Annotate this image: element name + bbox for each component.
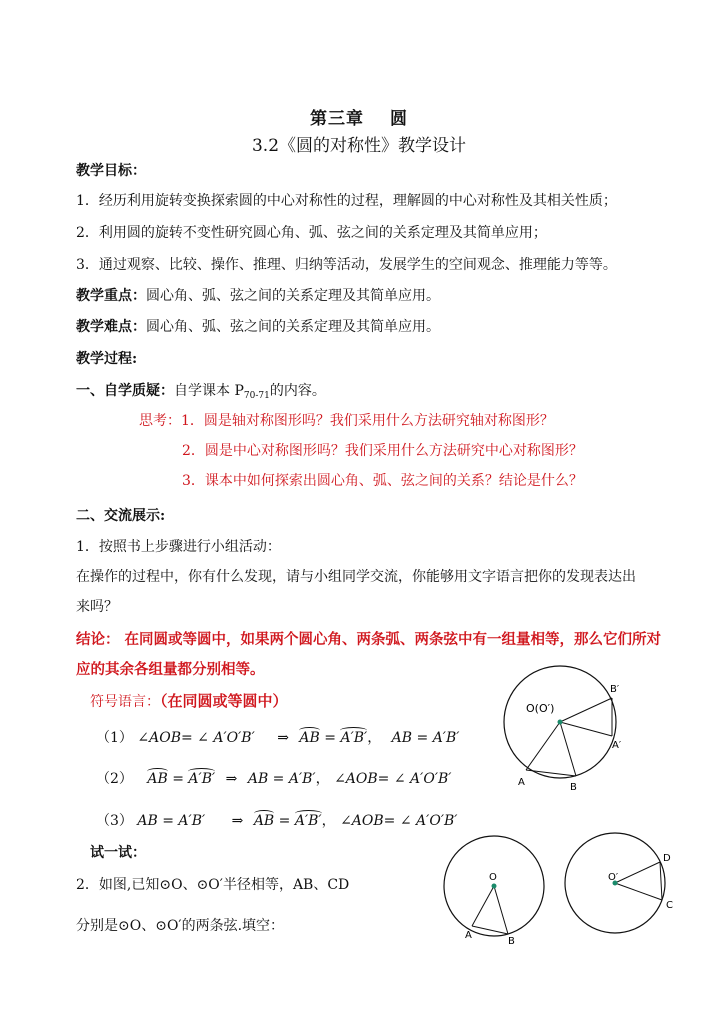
fig1-point-a: A: [518, 777, 525, 788]
conclusion-line2: 应的其余各组量都分别相等。: [76, 661, 265, 678]
key-point: [76, 285, 440, 305]
arc-ab: AB: [253, 813, 275, 829]
exercise-line1: 2．如图,已知⊙O、⊙O′半径相等，AB、CD: [76, 877, 350, 893]
statement-3: （3） AB = A′B′ ⇒ AB = A′B′， ∠AOB= ∠ A′O′B′: [96, 813, 458, 829]
angle-equality: ∠AOB= ∠ A′O′B′: [340, 813, 458, 829]
implies-arrow: ⇒: [225, 771, 238, 787]
think-question-3: 3．课本中如何探索出圆心角、弧、弦之间的关系？结论是什么？: [182, 473, 583, 489]
chapter-title: [0, 104, 718, 129]
arc-a-prime-b-prime: A′B′: [294, 813, 322, 829]
objective-item-2: 2．利用圆的旋转不变性研究圆心角、弧、弦之间的关系定理及其简单应用；: [76, 225, 547, 241]
think-line-1: [139, 410, 554, 430]
statement-1: （1） ∠AOB= ∠ A′O′B′ ⇒ AB = A′B′， AB = A′B′: [96, 730, 460, 746]
fig3-point-d: D: [663, 853, 671, 864]
fig1-point-b-prime: B′: [610, 684, 620, 695]
statement-2: （2） AB = A′B′ ⇒ AB = A′B′， ∠AOB= ∠ A′O′B′: [96, 771, 452, 787]
chapter-name: 圆: [390, 109, 408, 129]
exercise-line2: 分别是⊙O、⊙O′的两条弦.填空：: [76, 918, 285, 934]
statement-1-premise: ∠AOB= ∠ A′O′B′: [137, 730, 255, 746]
section2-prompt-line2: 来吗？: [76, 599, 118, 615]
implies-arrow: ⇒: [231, 813, 244, 829]
symbol-label: 符号语言：: [90, 694, 160, 710]
statement-1-num: （1）: [96, 730, 133, 746]
arc-a-prime-b-prime: A′B′: [340, 730, 368, 746]
fig2-center-label: O: [489, 872, 497, 883]
process-heading: 教学过程:: [76, 351, 138, 367]
section2-prompt-line1: 在操作的过程中，你有什么发现，请与小组同学交流，你能够用文字语言把你的发现表达出: [76, 569, 636, 585]
difficult-point: [76, 316, 440, 336]
arc-a-prime-b-prime: A′B′: [188, 771, 216, 787]
think-question-2: 2．圆是中心对称图形吗？我们采用什么方法研究中心对称图形？: [182, 443, 583, 459]
statement-2-num: （2）: [96, 771, 133, 787]
fig3-center-label: O′: [608, 872, 619, 883]
try-label: 试一试：: [90, 845, 146, 861]
fig2-point-a: A: [465, 930, 472, 941]
fig2-point-b: B: [508, 936, 515, 947]
chapter-number: 第三章: [310, 109, 364, 129]
key-point-text: 圆心角、弧、弦之间的关系定理及其简单应用。: [146, 288, 440, 304]
fig1-point-b: B: [570, 782, 577, 793]
symbol-language: [90, 690, 288, 711]
fig1-center-label: O(O′): [526, 702, 555, 715]
implies-arrow: ⇒: [277, 730, 289, 746]
symbol-condition: （在同圆或等圆中）: [160, 692, 288, 710]
section2-step1: 1．按照书上步骤进行小组活动：: [76, 539, 281, 555]
section2-heading: 二、交流展示:: [76, 508, 166, 524]
key-point-label: 教学重点：: [76, 288, 146, 304]
section1-line: [76, 380, 326, 401]
angle-equality: ∠AOB= ∠ A′O′B′: [334, 771, 452, 787]
fig3-point-c: C: [666, 900, 673, 911]
objectives-heading: 教学目标：: [76, 163, 146, 179]
fig1-point-a-prime: A′: [612, 740, 622, 751]
lesson-title: 3.2《圆的对称性》教学设计: [251, 136, 467, 156]
figure-circle-o-prime: [560, 828, 685, 948]
objective-item-1: 1．经历利用旋转变换探索圆的中心对称性的过程，理解圆的中心对称性及其相关性质；: [76, 193, 617, 209]
figure-circle-o: [440, 828, 550, 948]
section1-text-after: 的内容。: [269, 383, 326, 399]
difficult-point-label: 教学难点：: [76, 319, 146, 335]
chord-equality: AB = A′B′: [247, 771, 316, 787]
difficult-point-text: 圆心角、弧、弦之间的关系定理及其简单应用。: [146, 319, 440, 335]
chord-equality: AB = A′B′: [137, 813, 206, 829]
chord-equality: AB = A′B′: [391, 730, 460, 746]
section1-text-before: 自学课本 P: [174, 383, 244, 399]
statement-3-num: （3）: [96, 813, 133, 829]
section1-pages: 70-71: [243, 391, 270, 401]
figure-circle-central-angles: [500, 660, 640, 795]
objective-item-3: 3．通过观察、比较、操作、推理、归纳等活动，发展学生的空间观念、推理能力等等。: [76, 257, 617, 273]
think-question-1: 1．圆是轴对称图形吗？我们采用什么方法研究轴对称图形？: [181, 413, 554, 429]
arc-ab: AB: [147, 771, 168, 787]
section1-heading: 一、自学质疑：: [76, 383, 174, 399]
arc-ab: AB: [299, 730, 320, 746]
think-label: 思考：: [139, 413, 181, 429]
conclusion-line1: 结论： 在同圆或等圆中，如果两个圆心角、两条弧、两条弦中有一组量相等，那么它们所对: [76, 631, 662, 648]
